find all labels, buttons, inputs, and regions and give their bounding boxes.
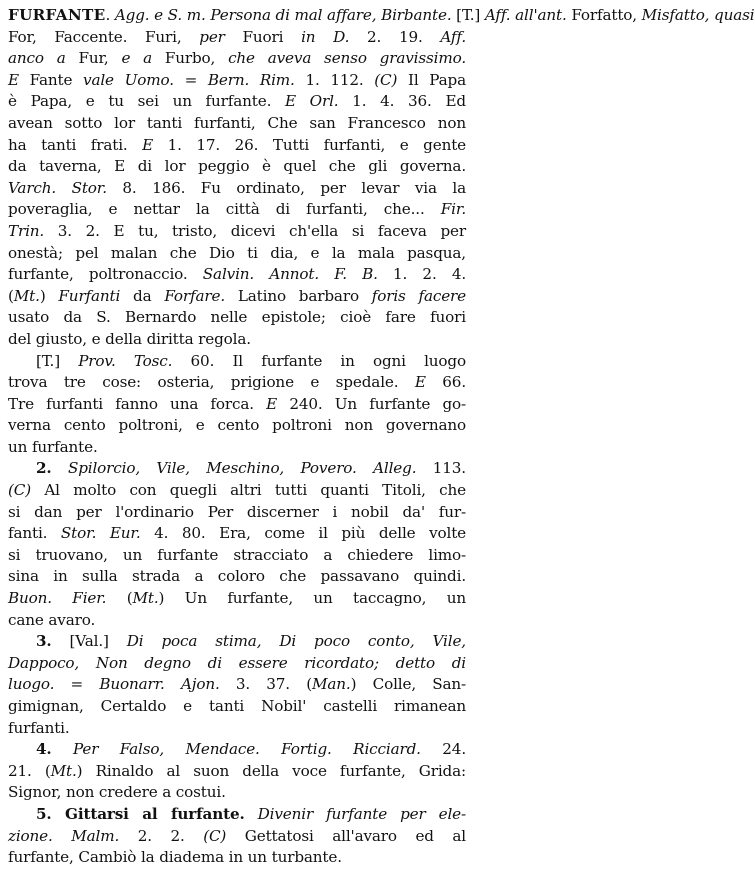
entry-line: del giusto, e della diritta regola. (8, 329, 251, 348)
entry-line: For, Faccente. Furi, per Fuori in D. 2. 19. Aff. (8, 27, 467, 46)
entry-line: fanti. Stor. Eur. 4. 80. Era, come il più delle volte (8, 524, 466, 543)
entry-line: è Papa, e tu sei un furfante. E Orl. 1. 4. 36. Ed (8, 92, 466, 111)
entry-line: poveraglia, e nettar la città di furfanti, che... Fir. (8, 200, 466, 219)
entry-line: avean sotto lor tanti furfanti, Che san Francesco non (8, 113, 466, 132)
dictionary-entry-furfante (8, 5, 755, 869)
entry-line: sina in sulla strada a coloro che passavano quindi. (8, 567, 466, 586)
entry-line: un furfante. (8, 437, 98, 456)
entry-line: 21. (Mt.) Rinaldo al suon della voce furfante, Grida: (8, 761, 466, 780)
entry-line: furfante, poltronaccio. Salvin. Annot. F. B. 1. 2. 4. (8, 265, 467, 284)
entry-line: [T.] Prov. Tosc. 60. Il furfante in ogni luogo (36, 351, 466, 370)
entry-line: zione. Malm. 2. 2. (C) Gettatosi all'avaro ed al (8, 826, 466, 845)
entry-line: 3. [Val.] Di poca stima, Di poco conto, Vile, (36, 632, 466, 651)
entry-line: ha tanti frati. E 1. 17. 26. Tutti furfanti, e gente (8, 135, 467, 154)
entry-line: si truovano, un furfante stracciato a chiedere limo- (8, 545, 466, 564)
entry-line: si dan per l'ordinario Per discerner i nobil da' fur- (8, 502, 466, 521)
entry-line: gimignan, Certaldo e tanti Nobil' castelli rimanean (8, 697, 466, 715)
entry-line: da taverna, E di lor peggio è quel che gli governa. (8, 157, 466, 176)
entry-line: E Fante vale Uomo. = Bern. Rim. 1. 112. (C) Il Papa (8, 70, 466, 89)
entry-line: (Mt.) Furfanti da Forfare. Latino barbaro foris facere (8, 286, 467, 305)
entry-line: usato da S. Bernardo nelle epistole; cioè fare fuori (8, 308, 466, 327)
entry-line: furfanti. (8, 718, 70, 737)
entry-line: onestà; pel malan che Dio ti dia, e la mala pasqua, (8, 243, 466, 262)
entry-line: Dappoco, Non degno di essere ricordato; detto di (8, 653, 466, 672)
entry-line: anco a Fur, e a Furbo, che aveva senso gravissimo. (8, 49, 467, 68)
entry-line: verna cento poltroni, e cento poltroni non governano (8, 416, 466, 435)
entry-line: 2. Spilorcio, Vile, Meschino, Povero. Alleg. 113. (36, 459, 466, 478)
entry-line: furfante, Cambiò la diadema in un turbante. (8, 848, 342, 867)
entry-line: (C) Al molto con quegli altri tutti quanti Titoli, che (8, 481, 466, 500)
entry-line: cane avaro. (8, 610, 96, 629)
entry-line: trova tre cose: osteria, prigione e spedale. E 66. (8, 373, 466, 392)
entry-line: luogo. = Buonarr. Ajon. 3. 37. (Man.) Colle, San- (8, 675, 466, 694)
entry-line: 5. Gittarsi al furfante. Divenir furfante per ele- (36, 804, 466, 823)
entry-line: Trin. 3. 2. E tu, tristo, dicevi ch'ella si faceva per (8, 221, 466, 240)
entry-line: Varch. Stor. 8. 186. Fu ordinato, per levar via la (8, 178, 466, 197)
entry-line: Signor, non credere a costui. (8, 783, 226, 802)
entry-line: 4. Per Falso, Mendace. Fortig. Ricciard. 24. (36, 740, 467, 759)
entry-line: Buon. Fier. (Mt.) Un furfante, un taccagno, un (8, 589, 466, 608)
entry-line: FURFANTE. Agg. e S. m. Persona di mal affare, Birbante. [T.] Aff. all'ant. Forfatto, Misfatto, quasi (8, 6, 755, 24)
entry-line: Tre furfanti fanno una forca. E 240. Un furfante go- (8, 394, 466, 413)
